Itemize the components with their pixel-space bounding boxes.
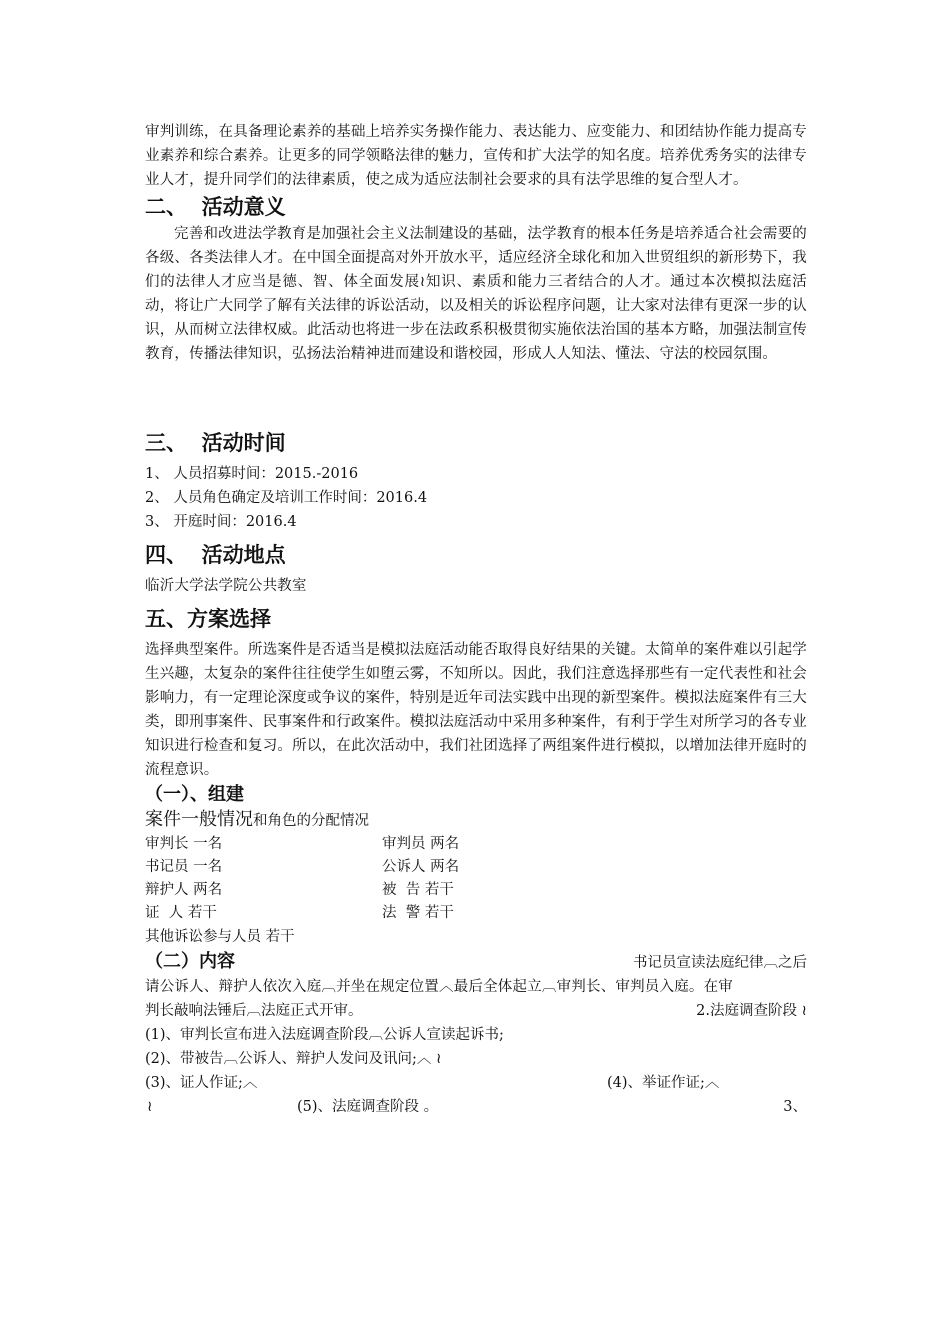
section-2-heading: 二、 活动意义 (145, 195, 286, 219)
procedure-text: 判长敲响法锤后︹法庭正式开审。 (145, 1003, 363, 1019)
procedure-row (145, 1071, 807, 1095)
role-cell: 被 告 若干 (382, 882, 454, 898)
procedure-text: 3、 (783, 1099, 807, 1115)
role-cell: 辩护人 两名 (145, 882, 223, 898)
role-cell: 审判员 两名 (382, 836, 460, 852)
section-4-heading: 四、 活动地点 (145, 543, 286, 567)
list-item: 2、 人员角色确定及培训工作时间：2016.4 (145, 490, 428, 506)
procedure-row (145, 999, 807, 1023)
role-cell: 证 人 若干 (145, 905, 217, 921)
section-5-heading: 五、方案选择 (145, 607, 271, 631)
case-info-large: 案件一般情况 (145, 809, 253, 830)
time-list (145, 462, 807, 534)
procedure-line: (1)、审判长宣布进入法庭调查阶段︹公诉人宣读起诉书; (145, 1027, 504, 1043)
court-discipline-text: 书记员宣读法庭纪律︹之后 (633, 955, 807, 971)
subsection-2-heading: （二）内容 (145, 951, 235, 972)
procedure-text: (5)、法庭调查阶段 。 (297, 1099, 439, 1115)
section-3-heading: 三、 活动时间 (145, 431, 286, 455)
section-5-body: 选择典型案件。所选案件是否适当是模拟法庭活动能否取得良好结果的关键。太简单的案件难以引起学生兴趣，太复杂的案件往往使学生如堕云雾，不知所以。因此，我们注意选择那些有一定代表性和社会影响力，有一定理论深度或争议的案件，特别是近年司法实践中出现的新型案件。模拟法庭案件有三大类，即刑事案件、民事案件和行政案件。模拟法庭活动中采用多种案件，有利于学生对所学习的各专业知识进行检查和复习。所以，在此次活动中，我们社团选择了两组案件进行模拟，以增加法律开庭时的流程意识。 (145, 642, 807, 778)
case-info-small: 和角色的分配情况 (253, 813, 369, 829)
section-4-body: 临沂大学法学院公共教室 (145, 578, 307, 594)
subsection-2-header-row (145, 949, 807, 975)
procedure-text: (3)、证人作证;︿ (145, 1075, 258, 1091)
role-cell: 法 警 若干 (382, 905, 454, 921)
subsection-1-heading: （一）、组建 (145, 784, 244, 805)
procedure-line: 请公诉人、辩护人依次入庭︹并坐在规定位置︿最后全体起立︹审判长、审判员入庭。在审 (145, 979, 733, 995)
section-2-body: 完善和改进法学教育是加强社会主义法制建设的基础，法学教育的根本任务是培养适合社会需要的各级、各类法律人才。在中国全面提高对外开放水平，适应经济全球化和加入世贸组织的新形势下，我们的法律人才应当是德、智、体全面发展≀知识、素质和能力三者结合的人才。通过本次模拟法庭活动，将让广大同学了解有关法律的诉讼活动，以及相关的诉讼程序问题，让大家对法律有更深一步的认识，从而树立法律权威。此活动也将进一步在法政系积极贯彻实施依法治国的基本方略，加强法制宣传教育，传播法律知识，弘扬法治精神进而建设和谐校园，形成人人知法、懂法、守法的校园氛围。 (145, 226, 807, 362)
case-info-line (145, 808, 807, 833)
document-page (145, 120, 807, 1119)
role-cell: 书记员 一名 (145, 859, 223, 875)
procedure-row (145, 1095, 807, 1119)
procedure-text: ≀ (147, 1099, 153, 1115)
roles-table (145, 833, 807, 925)
intro-paragraph: 审判训练，在具备理论素养的基础上培养实务操作能力、表达能力、应变能力、和团结协作能力提高专业素养和综合素养。让更多的同学领略法律的魅力，宣传和扩大法学的知名度。培养优秀务实的法律专业人才，提升同学们的法律素质，使之成为适应法制社会要求的具有法学思维的复合型人才。 (145, 124, 807, 188)
list-item: 3、 开庭时间：2016.4 (145, 514, 297, 530)
list-item: 1、 人员招募时间：2015.-2016 (145, 466, 359, 482)
role-cell: 公诉人 两名 (382, 859, 460, 875)
other-participants: 其他诉讼参与人员 若干 (145, 929, 295, 945)
procedure-text: (4)、举证作证;︿ (607, 1075, 720, 1091)
procedure-text: 2.法庭调查阶段 ≀ (696, 1003, 807, 1019)
procedure-line: (2)、带被告︹公诉人、辩护人发问及讯问;︿ ≀ (145, 1051, 442, 1067)
role-cell: 审判长 一名 (145, 836, 223, 852)
blank-space (145, 366, 807, 422)
